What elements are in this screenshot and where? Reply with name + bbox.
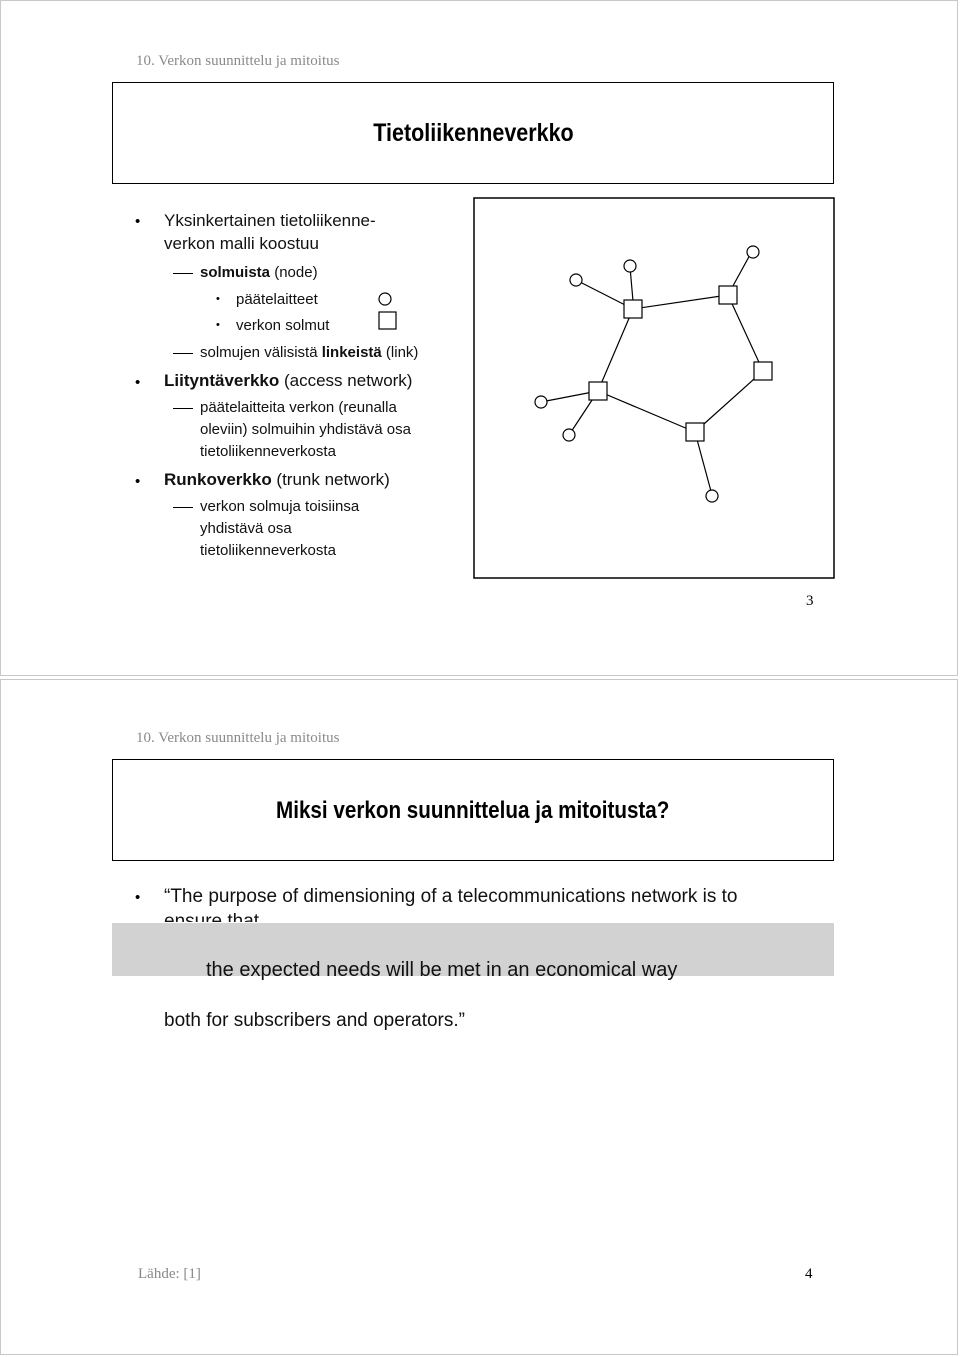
bullet-icon: • (135, 374, 141, 391)
title-box (112, 759, 834, 861)
sub-item-text: tietoliikenneverkosta (200, 542, 336, 559)
network-node (686, 423, 704, 441)
dash-icon (173, 273, 193, 274)
slide-3 (0, 0, 958, 676)
bullet-text: Yksinkertainen tietoliikenne- (164, 211, 376, 230)
network-node (624, 300, 642, 318)
terminal-legend-icon (379, 293, 391, 305)
page-number: 4 (805, 1266, 813, 1282)
sub-item-rest: (node) (270, 264, 318, 281)
sub-item-text: yhdistävä osa (200, 520, 292, 537)
terminal (747, 246, 759, 258)
bullet-text: verkon malli koostuu (164, 234, 319, 253)
bullet-rest: (access network) (279, 371, 413, 390)
highlight-text: the expected needs will be met in an economical way (206, 959, 678, 981)
sub-item-text: verkon solmuja toisiinsa (200, 498, 360, 515)
sub-item-text (200, 342, 418, 364)
source-citation: Lähde: [1] (138, 1266, 201, 1282)
dash-icon (173, 353, 193, 354)
sub-item-text: tietoliikenneverkosta (200, 443, 336, 460)
sub-item-text: päätelaitteita verkon (reunalla (200, 399, 397, 416)
sub-sub-item-text: päätelaitteet (236, 291, 318, 308)
terminal (563, 429, 575, 441)
terminal (706, 490, 718, 502)
slide-title: Miksi verkon suunnittelua ja mitoitusta? (276, 797, 670, 824)
bullet-rest: (trunk network) (271, 470, 390, 489)
bullet-icon: • (135, 473, 141, 490)
terminal (570, 274, 582, 286)
sub-item-bold: linkeistä (321, 344, 382, 361)
bullet-text (164, 469, 390, 491)
quote-text: both for subscribers and operators.” (164, 1010, 465, 1031)
dash-icon (173, 408, 193, 409)
bullet-icon: • (135, 213, 141, 230)
slide-header: 10. Verkon suunnittelu ja mitoitus (136, 53, 340, 69)
bullet-icon: • (216, 293, 220, 305)
terminal (535, 396, 547, 408)
sub-item-text (200, 262, 318, 284)
page-number: 3 (806, 593, 814, 609)
slide-header: 10. Verkon suunnittelu ja mitoitus (136, 730, 340, 746)
bullet-bold: Runkoverkko (164, 470, 272, 489)
bullet-icon: • (135, 889, 141, 906)
bullet-icon: • (216, 319, 220, 331)
legend-icons (375, 289, 405, 335)
network-diagram (473, 197, 836, 581)
title-box (112, 82, 834, 184)
network-node (719, 286, 737, 304)
sub-item-rest: (link) (381, 344, 419, 361)
terminal (624, 260, 636, 272)
bullet-text (164, 370, 412, 392)
diagram-frame (474, 198, 834, 578)
network-node (754, 362, 772, 380)
sub-sub-item-text: verkon solmut (236, 317, 330, 334)
sub-item-pre: solmujen välisistä (200, 344, 322, 361)
sub-item-bold: solmuista (200, 264, 271, 281)
quote-text: “The purpose of dimensioning of a telecommunications network is to (164, 886, 738, 907)
bullet-bold: Liityntäverkko (164, 371, 280, 390)
network-node (589, 382, 607, 400)
slide-title: Tietoliikenneverkko (372, 118, 574, 147)
slide-4 (0, 679, 958, 1355)
node-legend-icon (379, 312, 396, 329)
sub-item-text: oleviin) solmuihin yhdistävä osa (200, 421, 411, 438)
dash-icon (173, 507, 193, 508)
